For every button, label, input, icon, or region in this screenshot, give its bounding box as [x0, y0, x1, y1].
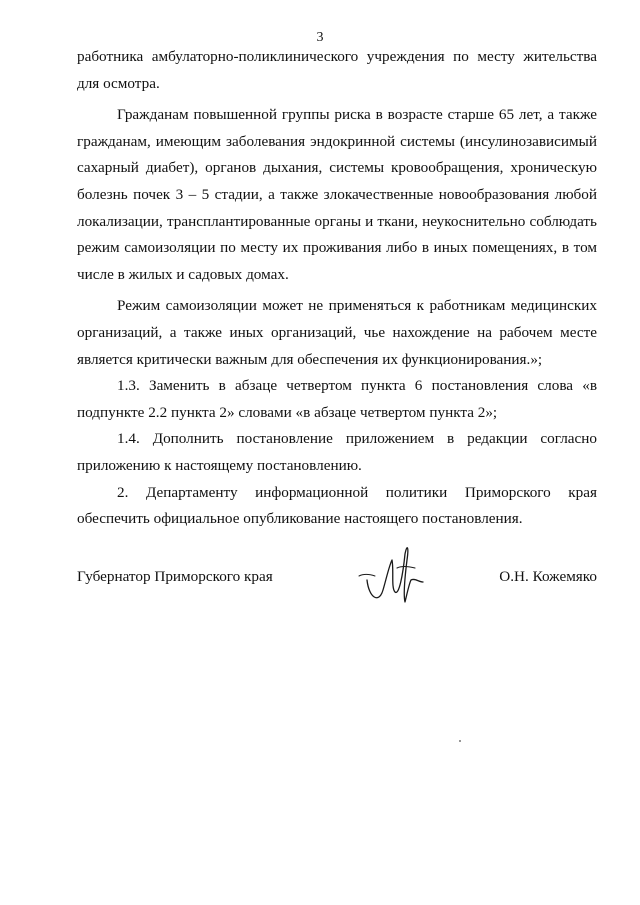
paragraph-exemption: Режим самоизоляции может не применяться к работникам медицинских организаций, а также иных организаций, чье нахождение на рабочем месте является критически важным для обеспечения их функционирования.»; — [77, 297, 597, 368]
handwritten-signature-icon — [345, 540, 435, 610]
paragraph-continuation: работника амбулаторно-поликлинического учреждения по месту жительства для осмотра. — [77, 48, 597, 92]
scan-speck — [459, 740, 461, 742]
document-body — [77, 44, 597, 533]
signatory-name: О.Н. Кожемяко — [499, 568, 597, 585]
page-number: 3 — [316, 30, 324, 45]
paragraph-item-2: 2. Департаменту информационной политики Приморского края обеспечить официальное опубликование настоящего постановления. — [77, 483, 597, 528]
signatory-position: Губернатор Приморского края — [77, 568, 273, 585]
paragraph-risk-group: Гражданам повышенной группы риска в возрасте старше 65 лет, а также гражданам, имеющим заболевания эндокринной системы (инсулинозависимый сахарный диабет), органов дыхания, системы кровообращения, хроническую болезнь почек 3 – 5 стадии, а также злокачественные новообразования любой локализации, трансплантированные органы и ткани, неукоснительно соблюдать режим самоизоляции по месту их проживания либо в иных помещениях, в том числе в жилых и садовых домах. — [77, 106, 597, 283]
paragraph-item-1-3: 1.3. Заменить в абзаце четвертом пункта 6 постановления слова «в подпункте 2.2 пункта 2» словами «в абзаце четвертом пункта 2»; — [77, 377, 597, 421]
signature-block — [77, 540, 597, 620]
paragraph-item-1-4: 1.4. Дополнить постановление приложением в редакции согласно приложению к настоящему постановлению. — [77, 430, 597, 474]
